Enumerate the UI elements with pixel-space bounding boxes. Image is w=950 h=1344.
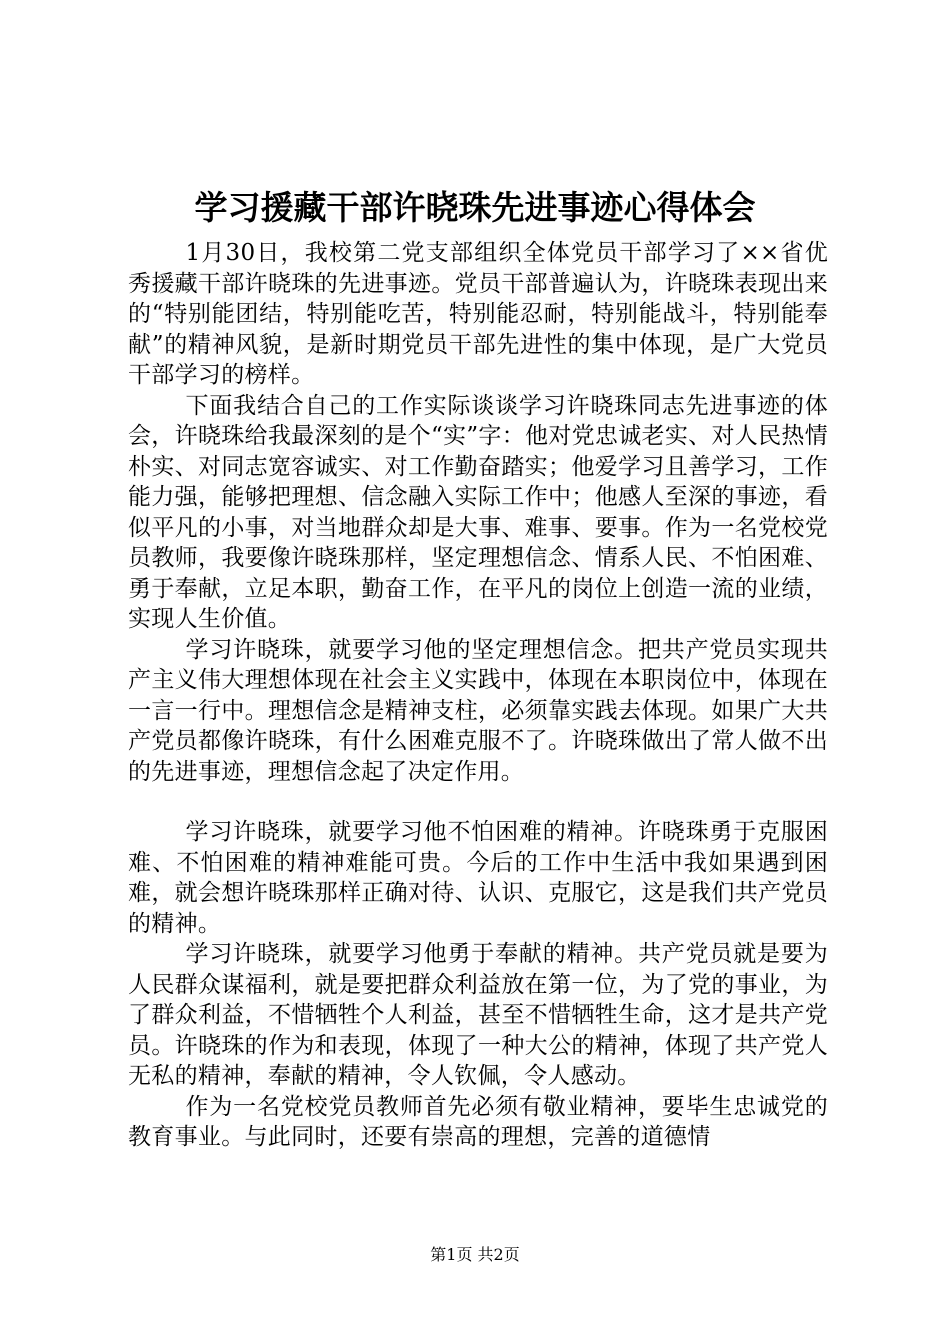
document-body [128, 238, 828, 1153]
paragraph-1: 1月30日，我校第二党支部组织全体党员干部学习了××省优秀援藏干部许晓珠的先进事迹。党员干部普遍认为，许晓珠表现出来的“特别能团结，特别能吃苦，特别能忍耐，特别能战斗，特别能奉献”的精神风貌，是新时期党员干部先进性的集中体现，是广大党员干部学习的榜样。 [128, 240, 828, 388]
document-title: 学习援藏干部许晓珠先进事迹心得体会 [194, 188, 756, 227]
paragraph-5: 学习许晓珠，就要学习他勇于奉献的精神。共产党员就是要为人民群众谋福利，就是要把群众利益放在第一位，为了党的事业，为了群众利益，不惜牺牲个人利益，甚至不惜牺牲生命，这才是共产党员。许晓珠的作为和表现，体现了一种大公的精神，体现了共产党人无私的精神，奉献的精神，令人钦佩，令人感动。 [128, 941, 828, 1089]
page-footer: 第1页 共2页 [430, 1245, 520, 1264]
paragraph-3: 学习许晓珠，就要学习他的坚定理想信念。把共产党员实现共产主义伟大理想体现在社会主义实践中，体现在本职岗位中，体现在一言一行中。理想信念是精神支柱，必须靠实践去体现。如果广大共产党员都像许晓珠，有什么困难克服不了。许晓珠做出了常人做不出的先进事迹，理想信念起了决定作用。 [128, 636, 828, 785]
paragraph-4: 学习许晓珠，就要学习他不怕困难的精神。许晓珠勇于克服困难、不怕困难的精神难能可贵。今后的工作中生活中我如果遇到困难，就会想许晓珠那样正确对待、认识、克服它，这是我们共产党员的精神。 [128, 819, 828, 937]
paragraph-6: 作为一名党校党员教师首先必须有敬业精神，要毕生忠诚党的教育事业。与此同时，还要有崇高的理想，完善的道德情 [128, 1093, 828, 1150]
paragraph-2: 下面我结合自己的工作实际谈谈学习许晓珠同志先进事迹的体会，许晓珠给我最深刻的是个“实”字：他对党忠诚老实、对人民热情朴实、对同志宽容诚实、对工作勤奋踏实；他爱学习且善学习，工作能力强，能够把理想、信念融入实际工作中；他感人至深的事迹，看似平凡的小事，对当地群众却是大事、难事、要事。作为一名党校党员教师，我要像许晓珠那样，坚定理想信念、情系人民、不怕困难、勇于奉献，立足本职，勤奋工作，在平凡的岗位上创造一流的业绩，实现人生价值。 [128, 392, 828, 632]
